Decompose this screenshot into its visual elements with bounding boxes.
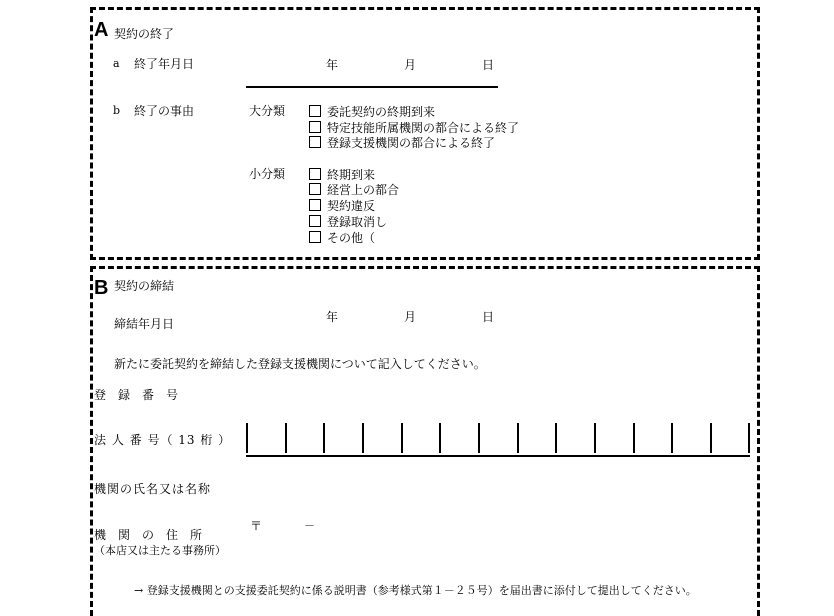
digit-divider — [362, 423, 364, 453]
address-sub-label: （本店又は主たる事務所） — [94, 544, 226, 557]
major-option-2[interactable]: 特定技能所属機関の都合による終了 — [309, 119, 519, 136]
section-a-title: 契約の終了 — [114, 27, 175, 41]
checkbox-icon[interactable] — [309, 136, 321, 148]
conclusion-date-label: 締結年月日 — [114, 317, 175, 331]
minor-option-1[interactable]: 終期到来 — [309, 166, 375, 183]
major-option-3[interactable]: 登録支援機関の都合による終了 — [309, 134, 495, 151]
conclusion-date-year[interactable]: 年 — [326, 310, 339, 324]
checkbox-icon[interactable] — [309, 231, 321, 243]
end-reason-label: 終了の事由 — [134, 104, 195, 118]
minor-option-5[interactable]: その他（ — [309, 229, 375, 246]
digit-divider — [323, 423, 325, 453]
minor-option-3[interactable]: 契約違反 — [309, 197, 375, 214]
digit-divider — [517, 423, 519, 453]
conclusion-date-day[interactable]: 日 — [482, 310, 495, 324]
end-date-label: 終了年月日 — [134, 57, 195, 71]
postal-mark[interactable]: 〒 — [250, 519, 263, 533]
footer-note: → 登録支援機関との支援委託契約に係る説明書（参考様式第１－２５号）を届出書に添付して提出してください。 — [134, 584, 697, 597]
item-a-marker: a — [113, 57, 120, 70]
digit-divider — [594, 423, 596, 453]
checkbox-icon[interactable] — [309, 215, 321, 227]
registration-number-label: 登 録 番 号 — [94, 388, 179, 402]
end-date-month[interactable]: 月 — [404, 58, 417, 72]
major-option-1[interactable]: 委託契約の終期到来 — [309, 103, 435, 120]
digit-divider — [710, 423, 712, 453]
digit-divider — [555, 423, 557, 453]
address-label: 機 関 の 住 所 — [94, 528, 203, 542]
digit-divider — [246, 423, 248, 453]
checkbox-icon[interactable] — [309, 121, 321, 133]
digit-divider — [478, 423, 480, 453]
instruction-text: 新たに委託契約を締結した登録支援機関について記入してください。 — [114, 357, 486, 371]
item-b-marker: b — [113, 104, 121, 117]
checkbox-icon[interactable] — [309, 183, 321, 195]
checkbox-icon[interactable] — [309, 199, 321, 211]
minor-option-2[interactable]: 経営上の都合 — [309, 181, 399, 198]
end-date-underline — [246, 86, 498, 88]
postal-dash: － — [304, 519, 315, 532]
minor-category-label: 小分類 — [249, 167, 286, 181]
section-a-letter: A — [94, 19, 109, 41]
major-category-label: 大分類 — [249, 104, 286, 118]
digit-divider — [285, 423, 287, 453]
section-b-letter: B — [94, 277, 109, 299]
digit-divider — [439, 423, 441, 453]
corporate-number-label: 法 人 番 号（ 13 桁 ） — [94, 433, 232, 447]
end-date-year[interactable]: 年 — [326, 58, 339, 72]
end-date-day[interactable]: 日 — [482, 58, 495, 72]
minor-option-4[interactable]: 登録取消し — [309, 213, 387, 230]
digit-divider — [633, 423, 635, 453]
organization-name-label: 機関の氏名又は名称 — [94, 482, 212, 496]
conclusion-date-month[interactable]: 月 — [404, 310, 417, 324]
checkbox-icon[interactable] — [309, 105, 321, 117]
digit-divider — [401, 423, 403, 453]
checkbox-icon[interactable] — [309, 168, 321, 180]
corporate-number-input[interactable] — [246, 423, 750, 457]
section-b-title: 契約の締結 — [114, 279, 175, 293]
digit-divider — [748, 423, 750, 453]
digit-divider — [671, 423, 673, 453]
